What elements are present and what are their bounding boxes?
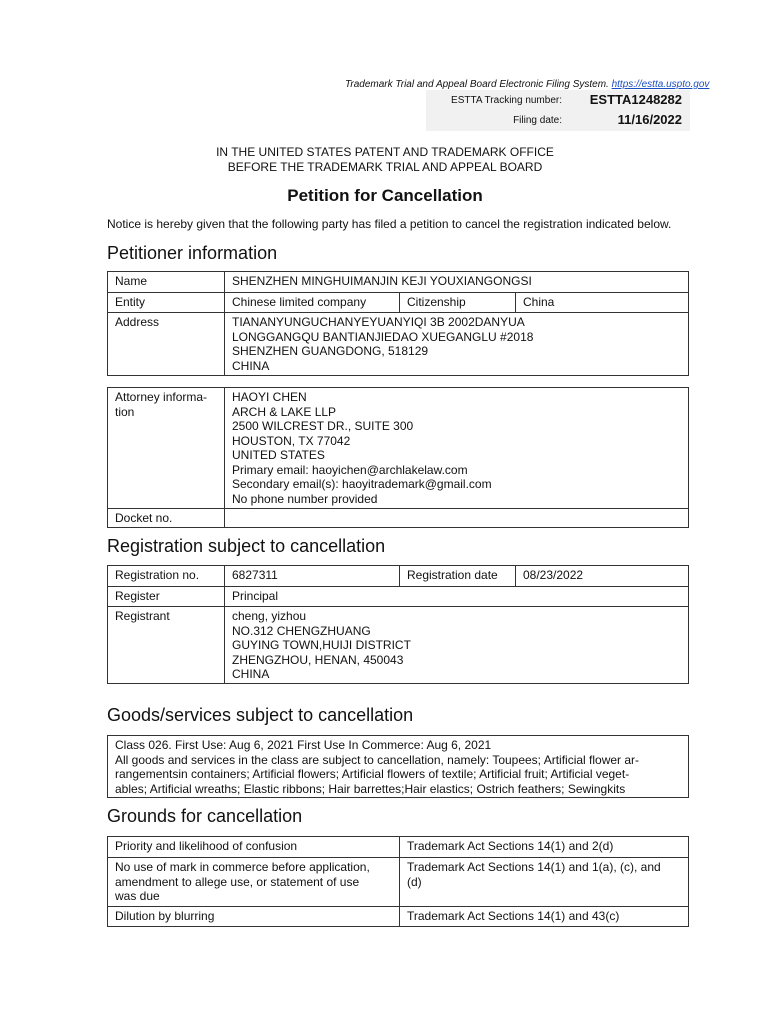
name-label: Name — [115, 274, 148, 288]
filing-date-label: Filing date: — [513, 115, 562, 126]
tracking-label: ESTTA Tracking number: — [451, 95, 562, 106]
ground-cell: Dilution by blurring — [115, 909, 215, 923]
filing-system-line — [345, 79, 715, 90]
page-title: Petition for Cancellation — [287, 186, 483, 205]
tracking-box — [426, 90, 690, 131]
table-row — [108, 508, 688, 527]
basis-cell: Trademark Act Sections 14(1) and 43(c) — [399, 907, 688, 926]
register-label: Register — [115, 589, 160, 603]
address-value: TIANANYUNGUCHANYEYUANYIQI 3B 2002DANYUA LONGGANGQU BANTIANJIEDAO XUEGANGLU #2018 SHENZHEN GUANGDONG, 518129 CHINA — [224, 313, 688, 375]
docket-label: Docket no. — [115, 511, 173, 525]
table-row — [108, 606, 688, 683]
tracking-row — [426, 90, 690, 110]
entity-label: Entity — [115, 295, 146, 309]
filing-date-row — [426, 110, 690, 130]
name-value: SHENZHEN MINGHUIMANJIN KEJI YOUXIANGONGSI — [224, 272, 688, 292]
table-row — [108, 312, 688, 375]
address-label: Address — [115, 315, 160, 329]
filing-system-text: Trademark Trial and Appeal Board Electronic Filing System. — [345, 79, 609, 90]
table-row — [108, 906, 688, 926]
table-row — [108, 292, 688, 312]
citizenship-label: Citizenship — [399, 293, 515, 312]
docket-value — [224, 509, 688, 527]
regno-label: Registration no. — [115, 568, 200, 582]
grounds-table — [107, 836, 689, 927]
notice-text: Notice is hereby given that the following party has filed a petition to cancel the registration indicated below. — [107, 217, 672, 231]
registrant-label: Registrant — [115, 609, 170, 623]
registration-heading: Registration subject to cancellation — [107, 536, 386, 556]
goods-heading: Goods/services subject to cancellation — [107, 705, 414, 725]
table-row — [108, 857, 688, 906]
ground-cell: Priority and likelihood of confusion — [115, 839, 298, 853]
court-line-2: BEFORE THE TRADEMARK TRIAL AND APPEAL BOARD — [227, 160, 543, 174]
basis-cell: Trademark Act Sections 14(1) and 2(d) — [399, 837, 688, 857]
regdate-label: Registration date — [399, 566, 515, 586]
ground-cell: No use of mark in commerce before application, amendment to allege use, or statement of use was due — [115, 860, 370, 903]
table-row — [108, 272, 688, 292]
attorney-value: HAOYI CHEN ARCH & LAKE LLP 2500 WILCREST DR., SUITE 300 HOUSTON, TX 77042 UNITED STATES Primary email: haoyichen@archlakelaw.com Secondary email(s): haoyitrademark@gmail.com No phone number provided — [224, 388, 688, 508]
regdate-value: 08/23/2022 — [515, 566, 688, 586]
goods-text: Class 026. First Use: Aug 6, 2021 First Use In Commerce: Aug 6, 2021 All goods and services in the class are subject to cancellation, namely: Toupees; Artificial flower ar- rangementsin containers; Artificial flowers; Artificial flowers of textile; Artificial fruit; Artificial veget- ables; Artificial wreaths; Elastic ribbons; Hair barrettes;Hair elastics; Ostrich feathers; Sewingkits — [107, 735, 689, 798]
tracking-number: ESTTA1248282 — [589, 92, 682, 107]
grounds-heading: Grounds for cancellation — [107, 806, 303, 826]
table-row — [108, 837, 688, 857]
register-value: Principal — [224, 587, 688, 606]
table-row — [108, 566, 688, 586]
court-line-1: IN THE UNITED STATES PATENT AND TRADEMARK OFFICE — [216, 145, 554, 159]
basis-cell: Trademark Act Sections 14(1) and 1(a), (c), and (d) — [399, 858, 688, 906]
attorney-table — [107, 387, 689, 528]
estta-link[interactable]: https://estta.uspto.gov — [611, 79, 710, 90]
entity-value: Chinese limited company — [224, 293, 399, 312]
citizenship-value: China — [515, 293, 688, 312]
petitioner-table — [107, 271, 689, 376]
filing-date: 11/16/2022 — [617, 112, 682, 127]
regno-value: 6827311 — [224, 566, 399, 586]
registrant-value: cheng, yizhou NO.312 CHENGZHUANG GUYING TOWN,HUIJI DISTRICT ZHENGZHOU, HENAN, 450043 CHINA — [224, 607, 688, 683]
petitioner-heading: Petitioner information — [107, 243, 278, 263]
table-row — [108, 586, 688, 606]
attorney-label: Attorney informa- tion — [115, 390, 208, 419]
table-row — [108, 388, 688, 508]
registration-table — [107, 565, 689, 684]
